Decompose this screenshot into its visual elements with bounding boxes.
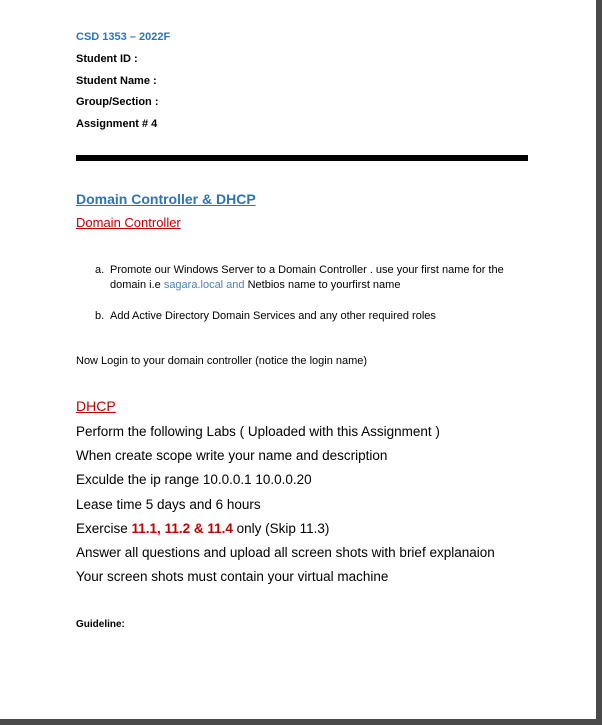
dhcp-line: Perform the following Labs ( Uploaded with this Assignment )	[76, 424, 440, 439]
exercise-numbers: 11.1, 11.2 & 11.4	[131, 521, 233, 536]
dhcp-line: Answer all questions and upload all screen shots with brief explanaion	[76, 545, 495, 560]
domain-example-link[interactable]: sagara.local and	[163, 279, 245, 291]
list-item-a	[95, 264, 504, 276]
list-item-text: Promote our Windows Server to a Domain Controller . use your first name for the	[110, 264, 504, 276]
group-section-label: Group/Section :	[76, 96, 159, 108]
exercise-prefix: Exercise	[76, 521, 132, 536]
list-marker: a.	[95, 264, 105, 276]
exercise-suffix: only (Skip 11.3)	[232, 521, 330, 536]
netbios-text: Netbios name to yourfirst name	[244, 279, 401, 291]
assignment-number: Assignment # 4	[76, 118, 158, 130]
dhcp-heading: DHCP	[76, 398, 116, 414]
horizontal-rule	[76, 155, 528, 161]
list-marker: b.	[95, 310, 105, 322]
course-code: CSD 1353 – 2022F	[76, 31, 171, 43]
domain-prefix-text: domain i.e	[110, 279, 164, 291]
student-name-label: Student Name :	[76, 75, 157, 87]
list-item-a-continuation	[110, 279, 400, 291]
dhcp-line: Your screen shots must contain your virtual machine	[76, 569, 389, 584]
dhcp-line: When create scope write your name and description	[76, 448, 388, 463]
login-note: Now Login to your domain controller (notice the login name)	[76, 355, 368, 367]
list-item-text: Add Active Directory Domain Services and any other required roles	[110, 310, 436, 322]
domain-controller-heading: Domain Controller	[76, 215, 181, 230]
dhcp-line: Lease time 5 days and 6 hours	[76, 497, 261, 512]
list-item-b	[95, 310, 436, 322]
exercise-line	[76, 521, 329, 536]
student-id-label: Student ID :	[76, 53, 138, 65]
guideline-label: Guideline:	[76, 619, 125, 630]
section-title: Domain Controller & DHCP	[76, 191, 256, 207]
dhcp-line: Exculde the ip range 10.0.0.1 10.0.0.20	[76, 472, 312, 487]
